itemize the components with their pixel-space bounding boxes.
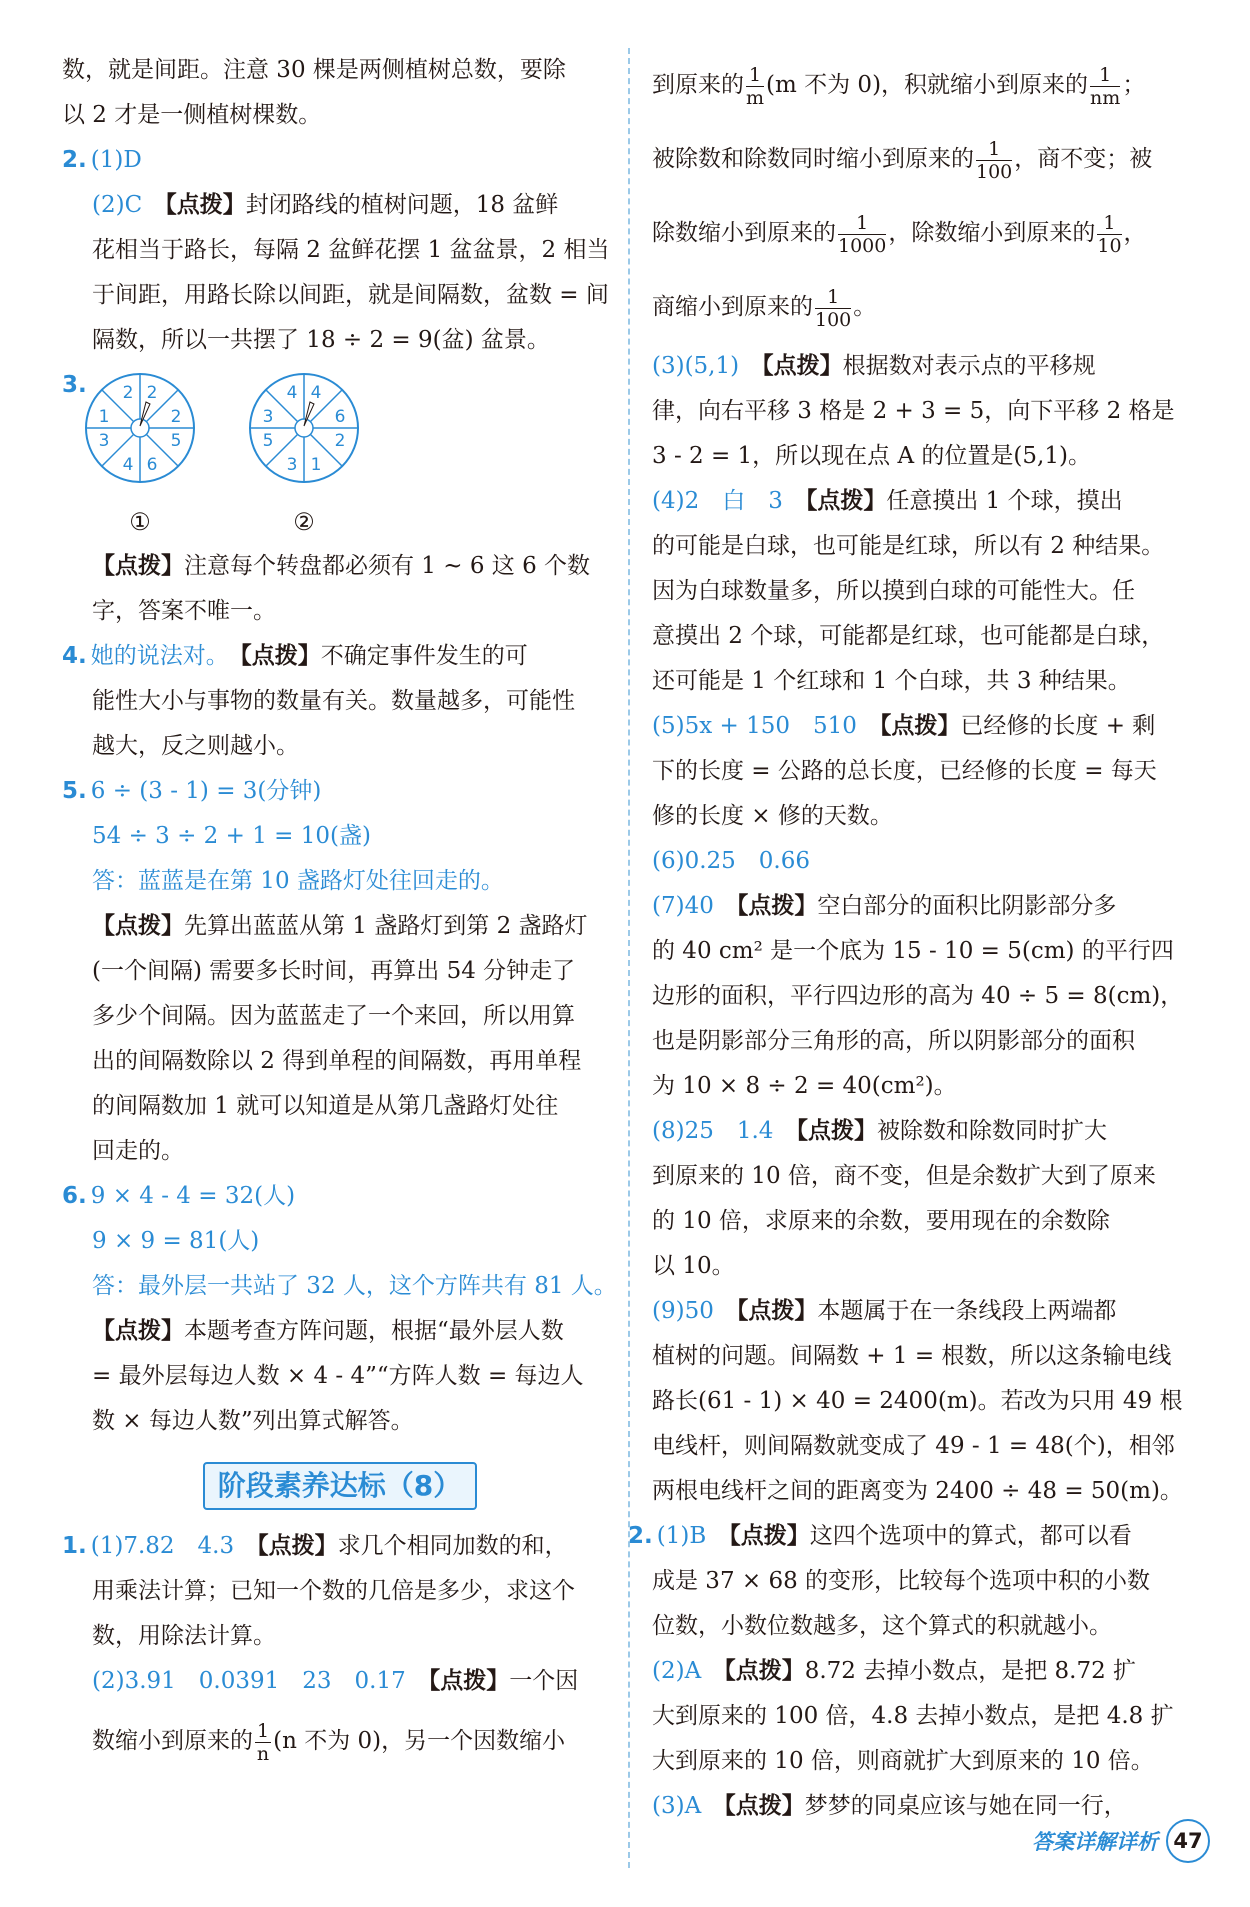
answer: (7)40 [652, 893, 714, 919]
text-line: 3 - 2 = 1，所以现在点 A 的位置是(5,1)。 [652, 443, 1091, 469]
question-2 [62, 138, 617, 183]
spinner-label: ② [293, 508, 315, 536]
fraction [838, 212, 886, 257]
numerator: 1 [1097, 212, 1121, 235]
left-column [62, 48, 617, 1778]
hint-text: 梦梦的同桌应该与她在同一行， [804, 1793, 1127, 1819]
answer: (3)(5,1) [652, 353, 740, 379]
spinner-number: 1 [310, 455, 322, 475]
answer: (2)C [92, 192, 143, 218]
spinner-number: 3 [98, 431, 110, 451]
answer-line: 54 ÷ 3 ÷ 2 + 1 = 10(盏) [92, 823, 371, 849]
hint-text: 根据数对表示点的平移规 [842, 353, 1096, 379]
fraction [1097, 212, 1121, 257]
text-line: 成是 37 × 68 的变形，比较每个选项中积的小数 [652, 1568, 1151, 1594]
answer: (2)A [652, 1658, 702, 1684]
text-line: 电线杆，则间隔数就变成了 49 - 1 = 48(个)，相邻 [652, 1433, 1175, 1459]
question-2-sub [62, 183, 617, 228]
hint-tag: 【点拨】 [724, 1793, 805, 1819]
answer: (4)2 白 3 [652, 488, 783, 514]
text-line: (一个间隔) 需要多长时间，再算出 54 分钟走了 [92, 958, 576, 984]
text-span: 除数缩小到原来的 [652, 220, 836, 246]
answer-line [652, 344, 1212, 389]
section-question-1 [62, 1524, 617, 1569]
spinner-number: 1 [98, 407, 110, 427]
text-line: 的 40 cm² 是一个底为 15 - 10 = 5(cm) 的平行四 [652, 938, 1174, 964]
answer: (5)5x + 150 510 [652, 713, 857, 739]
text-line: 位数，小数位数越多，这个算式的积就越小。 [652, 1613, 1112, 1639]
hint-tag: 【点拨】 [92, 553, 184, 579]
fraction [255, 1720, 271, 1765]
numerator: 1 [815, 286, 851, 309]
hint-text: 已经修的长度 + 剩 [960, 713, 1156, 739]
numerator: 1 [257, 1719, 270, 1742]
text-span: ，商不变；被 [1014, 146, 1153, 172]
hint-tag: 【点拨】 [92, 1318, 184, 1344]
answer: (1)7.82 4.3 [90, 1533, 235, 1559]
answer: (3)A [652, 1793, 702, 1819]
text-line [62, 1704, 617, 1778]
hint-text: 被除数和除数同时扩大 [876, 1118, 1107, 1144]
hint-text: 8.72 去掉小数点，是把 8.72 扩 [804, 1658, 1137, 1684]
text-line: 边形的面积，平行四边形的高为 40 ÷ 5 = 8(cm)， [652, 983, 1184, 1009]
hint-tag: 【点拨】 [736, 1298, 818, 1324]
denominator: nm [1090, 86, 1121, 109]
hint-tag: 【点拨】 [165, 192, 246, 218]
text-line: 用乘法计算；已知一个数的几倍是多少，求这个 [92, 1578, 575, 1604]
text-line: 数，用除法计算。 [92, 1623, 276, 1649]
hint-text: 不确定事件发生的可 [320, 643, 528, 669]
denominator: 10 [1097, 234, 1122, 257]
text-line: 到原来的 10 倍，商不变，但是余数扩大到了原来 [652, 1163, 1156, 1189]
text-line: 意摸出 2 个球，可能都是红球，也可能都是白球， [652, 623, 1165, 649]
answer: (2)3.91 0.0391 23 0.17 [92, 1668, 406, 1694]
spinner-1 [80, 368, 200, 540]
text-line: 商缩小到原来的 $\frac{1}{100}$ 。 [652, 285, 877, 331]
spinner-number: 4 [310, 383, 322, 403]
text-line: 越大，反之则越小。 [92, 733, 299, 759]
answer: 她的说法对。 [90, 643, 218, 669]
hint-text: 任意摸出 1 个球，摸出 [886, 488, 1123, 514]
question-number: 3. [62, 372, 87, 398]
text-span: ，除数缩小到原来的 [888, 220, 1096, 246]
numerator: 1 [746, 64, 764, 87]
spinner-number: 3 [262, 407, 274, 427]
hint-tag: 【点拨】 [240, 643, 321, 669]
spinner-number: 2 [334, 431, 346, 451]
hint-tag: 【点拨】 [257, 1533, 338, 1559]
text-line: 到原来的 $\frac{1}{m}$ (m 不为 0)，积就缩小到原来的 $\frac{1}{nm}$ ； [652, 63, 1146, 109]
text-span: (n 不为 0)，另一个因数缩小 [273, 1728, 566, 1754]
answer-line [652, 479, 1212, 524]
text-line: 字，答案不唯一。 [92, 598, 276, 624]
denominator: 100 [815, 308, 852, 331]
spinner-wheel-2 [244, 368, 364, 488]
denominator: n [256, 1742, 270, 1765]
spinner-number: 4 [122, 455, 134, 475]
text-line: 植树的问题。间隔数 + 1 = 根数，所以这条输电线 [652, 1343, 1172, 1369]
spinner-number: 2 [146, 383, 158, 403]
page-number: 47 [1166, 1819, 1210, 1863]
text-line: 能性大小与事物的数量有关。数量越多，可能性 [92, 688, 575, 714]
hint-line [62, 1309, 617, 1354]
hint-tag: 【点拨】 [796, 1118, 877, 1144]
question-number: 5. [62, 778, 87, 804]
answer: (1)B [656, 1523, 707, 1549]
text-span: 商缩小到原来的 [652, 294, 813, 320]
column-divider [628, 48, 630, 1868]
spinner-2 [244, 368, 364, 540]
text-line: 数，就是间距。注意 30 棵是两侧植树总数，要除 [62, 57, 566, 83]
text-line: 的间隔数加 1 就可以知道是从第几盏路灯处往 [92, 1093, 559, 1119]
text-line: 路长(61 - 1) × 40 = 2400(m)。若改为只用 49 根 [652, 1388, 1183, 1414]
answer: (8)25 1.4 [652, 1118, 774, 1144]
denominator: m [746, 86, 765, 109]
answer: 9 × 4 - 4 = 32(人) [90, 1183, 296, 1209]
text-line: 为 10 × 8 ÷ 2 = 40(cm²)。 [652, 1073, 957, 1099]
hint-text: 先算出蓝蓝从第 1 盏路灯到第 2 盏路灯 [184, 913, 588, 939]
hint-text: 本题考查方阵问题，根据“最外层人数 [184, 1318, 564, 1344]
text-line: 也是阴影部分三角形的高，所以阴影部分的面积 [652, 1028, 1135, 1054]
denominator: 1000 [838, 234, 887, 257]
spinner-number: 4 [286, 383, 298, 403]
fraction [1090, 64, 1120, 109]
question-number: 2. [62, 147, 87, 173]
answer: 6 ÷ (3 - 1) = 3(分钟) [90, 778, 322, 804]
hint-tag: 【点拨】 [724, 1658, 805, 1684]
question-6 [62, 1174, 617, 1219]
numerator: 1 [976, 138, 1012, 161]
hint-tag: 【点拨】 [762, 353, 843, 379]
text-line: 多少个间隔。因为蓝蓝走了一个来回，所以用算 [92, 1003, 575, 1029]
fraction [976, 138, 1012, 183]
hint-tag: 【点拨】 [428, 1668, 510, 1694]
answer: (1)D [90, 147, 142, 173]
section-question-2 [628, 1514, 1212, 1559]
numerator: 1 [838, 212, 886, 235]
text-line: 以 2 才是一侧植树棵数。 [62, 102, 322, 128]
answer-line [652, 1109, 1212, 1154]
spinner-number: 2 [170, 407, 182, 427]
hint-text: 封闭路线的植树问题，18 盆鲜 [245, 192, 559, 218]
spinner-number: 5 [262, 431, 274, 451]
text-span: 到原来的 [652, 72, 744, 98]
spinner-number: 6 [334, 407, 346, 427]
page-footer [1032, 1819, 1210, 1863]
text-line: 除数缩小到原来的 $\frac{1}{1000}$ ，除数缩小到原来的 $\frac{1}{10}$ ， [652, 211, 1147, 257]
text-line: 修的长度 × 修的天数。 [652, 803, 893, 829]
spinner-number: 6 [146, 455, 158, 475]
text-span: 被除数和除数同时缩小到原来的 [652, 146, 974, 172]
text-line: 出的间隔数除以 2 得到单程的间隔数，再用单程 [92, 1048, 582, 1074]
numerator: 1 [1090, 64, 1120, 87]
spinner-wheel-1 [80, 368, 200, 488]
hint-tag: 【点拨】 [729, 1523, 810, 1549]
hint-text: 求几个相同加数的和， [337, 1533, 568, 1559]
answer-line [652, 1649, 1212, 1694]
text-line: 律，向右平移 3 格是 2 + 3 = 5，向下平移 2 格是 [652, 398, 1175, 424]
text-line: 两根电线杆之间的距离变为 2400 ÷ 48 = 50(m)。 [652, 1478, 1183, 1504]
text-line: 因为白球数量多，所以摸到白球的可能性大。任 [652, 578, 1135, 604]
text-line: 花相当于路长，每隔 2 盆鲜花摆 1 盆盆景，2 相当 [92, 237, 610, 263]
spinner-figures [80, 368, 617, 540]
hint-text: 本题属于在一条线段上两端都 [817, 1298, 1117, 1324]
fraction [815, 286, 851, 331]
hint-line [62, 544, 617, 589]
answer-line: 答：蓝蓝是在第 10 盏路灯处往回走的。 [92, 868, 504, 894]
section-title: 阶段素养达标（8） [203, 1462, 477, 1510]
hint-tag: 【点拨】 [736, 893, 818, 919]
text-line: 隔数，所以一共摆了 18 ÷ 2 = 9(盆) 盆景。 [92, 327, 550, 353]
spinner-label: ① [129, 508, 151, 536]
denominator: 100 [976, 160, 1013, 183]
answer-line [652, 1289, 1212, 1334]
question-number: 1. [62, 1533, 87, 1559]
spinner-number: 2 [122, 383, 134, 403]
text-line [652, 122, 1212, 196]
question-5 [62, 769, 617, 814]
text-line: 大到原来的 10 倍，则商就扩大到原来的 10 倍。 [652, 1748, 1154, 1774]
answer-line: (6)0.25 0.66 [652, 848, 811, 874]
answer-line: 9 × 9 = 81(人) [92, 1228, 260, 1254]
text-line: 下的长度 = 公路的总长度，已经修的长度 = 每天 [652, 758, 1157, 784]
text-span: (m 不为 0)，积就缩小到原来的 [766, 72, 1089, 98]
answer-line: 答：最外层一共站了 32 人，这个方阵共有 81 人。 [92, 1273, 617, 1299]
text-line: 大到原来的 100 倍，4.8 去掉小数点，是把 4.8 扩 [652, 1703, 1174, 1729]
hint-text: 一个因 [509, 1668, 579, 1694]
spinner-number: 5 [170, 431, 182, 451]
fraction [746, 64, 764, 109]
question-number: 6. [62, 1183, 87, 1209]
text-line: 以 10。 [652, 1253, 735, 1279]
hint-tag: 【点拨】 [805, 488, 887, 514]
hint-tag: 【点拨】 [879, 713, 961, 739]
text-line: 的 10 倍，求原来的余数，要用现在的余数除 [652, 1208, 1110, 1234]
text-line: = 最外层每边人数 × 4 - 4”“方阵人数 = 每边人 [92, 1363, 584, 1389]
answer-line [652, 884, 1212, 929]
text-line: 还可能是 1 个红球和 1 个白球，共 3 种结果。 [652, 668, 1131, 694]
hint-text: 注意每个转盘都必须有 1 ~ 6 这 6 个数 [184, 553, 591, 579]
hint-line [62, 904, 617, 949]
spinner-number: 3 [286, 455, 298, 475]
answer-line [652, 704, 1212, 749]
hint-text: 这四个选项中的算式，都可以看 [809, 1523, 1132, 1549]
text-span: 数缩小到原来的 [92, 1728, 253, 1754]
hint-text: 空白部分的面积比阴影部分多 [817, 893, 1117, 919]
question-number: 2. [628, 1523, 653, 1549]
right-column [628, 48, 1212, 1829]
hint-tag: 【点拨】 [92, 913, 184, 939]
answer-line [62, 1659, 617, 1704]
footer-label: 答案详解详析 [1032, 1830, 1158, 1854]
question-number: 4. [62, 643, 87, 669]
text-line: 的可能是白球，也可能是红球，所以有 2 种结果。 [652, 533, 1165, 559]
text-line: 于间距，用路长除以间距，就是间隔数，盆数 = 间 [92, 282, 609, 308]
answer: (9)50 [652, 1298, 714, 1324]
text-line: 数 × 每边人数”列出算式解答。 [92, 1408, 414, 1434]
question-4 [62, 634, 617, 679]
text-line: 回走的。 [92, 1138, 184, 1164]
